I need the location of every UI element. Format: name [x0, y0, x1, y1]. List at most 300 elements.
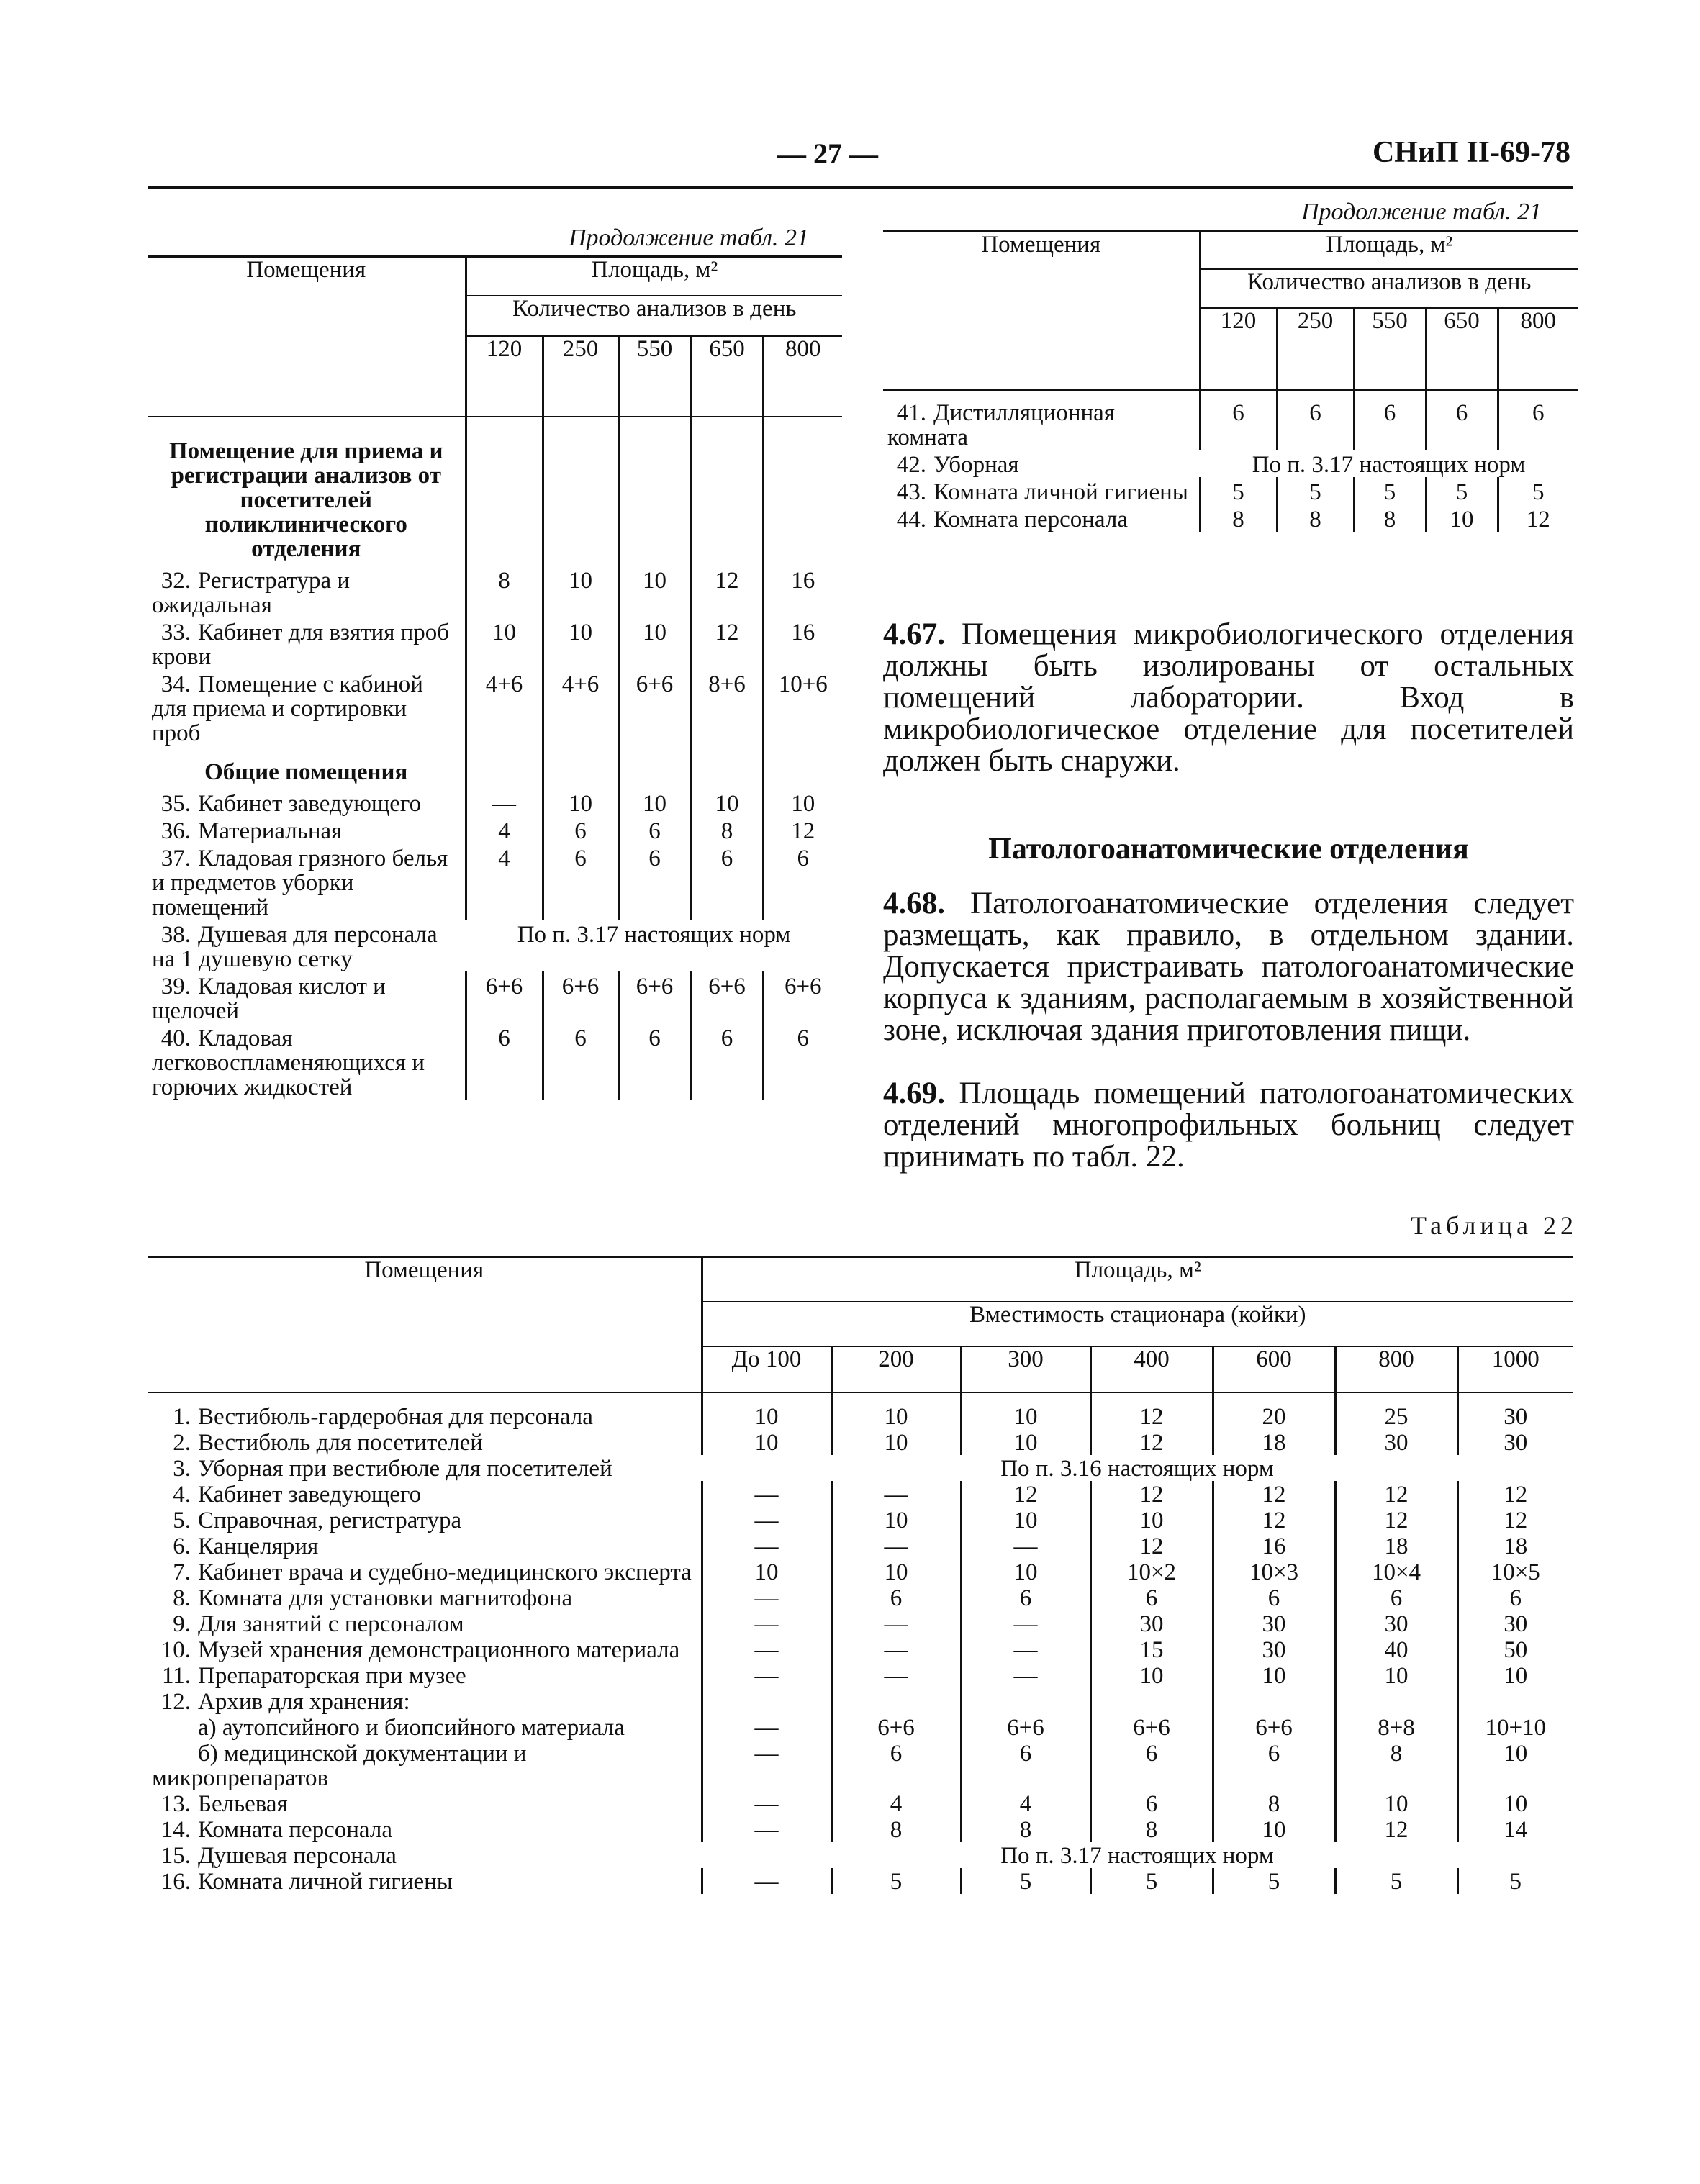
row-value: 4: [466, 816, 543, 843]
row-value: —: [702, 1868, 831, 1894]
row-value: —: [702, 1740, 831, 1790]
table-row: [883, 504, 1578, 532]
table-row: [148, 1714, 1573, 1740]
row-value: 6: [466, 1023, 543, 1100]
row-name: Бельевая: [198, 1791, 288, 1817]
row-name: Душевая для персонала на 1 душевую сетку: [152, 922, 438, 972]
row-value: —: [702, 1662, 831, 1688]
table-row: [148, 1636, 1573, 1662]
table-row: [148, 1790, 1573, 1816]
row-value: 6: [1213, 1740, 1335, 1790]
row-value: 6: [763, 1023, 842, 1100]
row-label: [148, 1455, 702, 1481]
row-value: 6: [1213, 1585, 1335, 1610]
row-value: —: [702, 1790, 831, 1816]
table-row: [148, 1023, 842, 1100]
row-label: [148, 566, 466, 617]
row-value: 12: [1090, 1533, 1213, 1559]
row-value: 12: [1498, 504, 1578, 532]
column-rule: [691, 417, 763, 566]
row-value: 12: [1457, 1481, 1573, 1507]
row-number: 8.: [173, 1585, 191, 1611]
row-value: 6: [618, 1023, 691, 1100]
row-name: Комната персонала: [198, 1817, 392, 1843]
section-title: Общие помещения: [204, 759, 408, 785]
row-number: 42.: [896, 452, 926, 478]
para-4-67-number: 4.67.: [883, 617, 945, 651]
row-name: Дистилляционная комната: [887, 400, 1115, 450]
t22-table: [148, 1256, 1573, 1894]
row-name: Музей хранения демонстрационного материала: [198, 1637, 680, 1663]
col-header-250: 250: [543, 336, 618, 417]
row-label: [148, 1662, 702, 1688]
row-label: [148, 1842, 702, 1868]
row-value: 6: [1335, 1585, 1457, 1610]
row-value: 12: [763, 816, 842, 843]
row-value: 8: [1354, 504, 1426, 532]
row-value: 6+6: [618, 669, 691, 746]
row-value: —: [831, 1636, 961, 1662]
row-number: 16.: [160, 1869, 191, 1895]
row-value: 6: [961, 1740, 1090, 1790]
row-value: 5: [1457, 1868, 1573, 1894]
table-row: [148, 1868, 1573, 1894]
col-header-800: 800: [763, 336, 842, 417]
column-rule: [466, 746, 543, 789]
row-value: 10: [1426, 504, 1498, 532]
row-value: [1090, 1688, 1213, 1714]
paragraph-4-67: [883, 619, 1574, 777]
row-number: 33.: [160, 620, 191, 645]
row-name: Препараторская при музее: [198, 1663, 466, 1689]
row-name: Архив для хранения:: [198, 1689, 410, 1715]
row-value: 12: [1090, 1481, 1213, 1507]
row-value: 10: [691, 789, 763, 816]
row-label: [883, 504, 1200, 532]
row-value: —: [702, 1610, 831, 1636]
row-value: 10: [1090, 1662, 1213, 1688]
row-value: 30: [1457, 1392, 1573, 1429]
section-row: [148, 417, 842, 566]
row-label: [883, 477, 1200, 504]
row-value: 16: [763, 617, 842, 669]
row-name: Кабинет для взятия проб крови: [152, 620, 450, 670]
row-label: [148, 617, 466, 669]
t21-left-continuation: Продолжение табл. 21: [569, 225, 810, 251]
row-name: Кабинет заведующего: [198, 1482, 422, 1508]
row-value: 4+6: [466, 669, 543, 746]
row-value: 6: [543, 816, 618, 843]
col-header-120: 120: [1200, 308, 1277, 390]
row-value: 8: [1090, 1816, 1213, 1842]
row-value: 10: [961, 1392, 1090, 1429]
row-label: [148, 1533, 702, 1559]
row-value: 10: [831, 1507, 961, 1533]
table-row: [883, 450, 1578, 477]
row-label: [148, 1507, 702, 1533]
row-number: 11.: [161, 1663, 191, 1689]
table22: [148, 1256, 1573, 1894]
row-value: 18: [1213, 1429, 1335, 1455]
row-value: —: [831, 1481, 961, 1507]
row-name: Кабинет заведующего: [198, 791, 422, 817]
column-rule: [763, 417, 842, 566]
row-value: 6: [1498, 390, 1578, 450]
table-row: [148, 1740, 1573, 1790]
row-label: [148, 669, 466, 746]
row-value: —: [961, 1610, 1090, 1636]
row-value: 10: [831, 1429, 961, 1455]
col-header-200: 200: [831, 1346, 961, 1392]
row-name: Материальная: [198, 818, 343, 844]
row-value: 6: [691, 843, 763, 920]
row-name: а) аутопсийного и биопсийного материала: [198, 1715, 625, 1741]
table-row: [148, 1842, 1573, 1868]
row-value: 5: [1213, 1868, 1335, 1894]
row-value: 10: [543, 566, 618, 617]
table-row: [148, 1559, 1573, 1585]
table-row: [148, 1429, 1573, 1455]
row-number: 2.: [173, 1430, 191, 1456]
row-value: —: [702, 1585, 831, 1610]
row-value: 12: [691, 617, 763, 669]
row-number: 15.: [160, 1843, 191, 1869]
table-row: [148, 1507, 1573, 1533]
document-code: СНиП II-69-78: [1372, 136, 1570, 169]
row-number: 1.: [173, 1404, 191, 1430]
row-name: Комната персонала: [933, 507, 1128, 533]
para-4-69-number: 4.69.: [883, 1077, 945, 1110]
row-value: 8: [466, 566, 543, 617]
row-name: Кладовая легковоспламеняющихся и горючих жидкостей: [152, 1025, 425, 1100]
row-value: [1335, 1688, 1457, 1714]
row-value: 6: [1457, 1585, 1573, 1610]
row-value: 8: [1213, 1790, 1335, 1816]
row-value: 6: [1277, 390, 1354, 450]
row-label: [148, 1610, 702, 1636]
table22-label: Таблица 22: [1411, 1211, 1578, 1240]
row-value: 6: [691, 1023, 763, 1100]
row-name: Для занятий с персоналом: [198, 1611, 464, 1637]
row-value: 30: [1213, 1610, 1335, 1636]
row-value: —: [831, 1662, 961, 1688]
col-header-250: 250: [1277, 308, 1354, 390]
row-value: 5: [1277, 477, 1354, 504]
row-value: 6: [1090, 1740, 1213, 1790]
row-value: 10: [1213, 1816, 1335, 1842]
col-header-120: 120: [466, 336, 543, 417]
row-value: 6: [831, 1585, 961, 1610]
row-value: 8+8: [1335, 1714, 1457, 1740]
row-value: 8: [831, 1816, 961, 1842]
row-value: 6: [618, 816, 691, 843]
table-row: [148, 617, 842, 669]
row-value: 6: [1200, 390, 1277, 450]
para-4-67-text: Помещения микробиологического отделения должны быть изолированы от остальных помещений лаборатории. Вход в микробиологическое отделение для посетителей должен быть снаружи.: [883, 617, 1574, 778]
page-number: — 27 —: [777, 137, 878, 170]
table-row: [148, 1392, 1573, 1429]
row-value: —: [702, 1507, 831, 1533]
row-value: —: [831, 1533, 961, 1559]
row-value: 6: [831, 1740, 961, 1790]
row-value: [961, 1688, 1090, 1714]
column-rule: [618, 746, 691, 789]
row-name: Комната личной гигиены: [198, 1869, 453, 1895]
para-4-69-text: Площадь помещений патологоанатомических отделений многопрофильных больниц следует принимать по табл. 22.: [883, 1077, 1574, 1174]
para-4-68-text: Патологоанатомические отделения следует размещать, как правило, в отдельном здании. Допускается пристраивать патологоанатомические корпуса к зданиям, располагаемым в хозяйственной зоне, исключая здания приготовления пищи.: [883, 887, 1574, 1047]
row-value: [831, 1688, 961, 1714]
row-value: 6: [763, 843, 842, 920]
t21l-col-room: Помещения: [148, 257, 466, 417]
row-name: Комната личной гигиены: [933, 479, 1188, 505]
table-row: [148, 566, 842, 617]
row-name: Душевая персонала: [198, 1843, 397, 1869]
row-value: 10: [961, 1507, 1090, 1533]
row-value: 8: [1335, 1740, 1457, 1790]
row-value: 6: [543, 843, 618, 920]
row-label: [148, 1585, 702, 1610]
row-value: 6: [961, 1585, 1090, 1610]
col-header-650: 650: [1426, 308, 1498, 390]
paragraph-4-69: [883, 1078, 1574, 1173]
column-rule: [543, 417, 618, 566]
row-value: 10×2: [1090, 1559, 1213, 1585]
row-value: 40: [1335, 1636, 1457, 1662]
t21-right-table: [883, 230, 1578, 532]
row-value: 5: [961, 1868, 1090, 1894]
row-label: [148, 971, 466, 1023]
row-value: —: [961, 1662, 1090, 1688]
t21r-col-room: Помещения: [883, 232, 1200, 391]
row-name: Вестибюль для посетителей: [198, 1430, 483, 1456]
row-value: 5: [1200, 477, 1277, 504]
row-label: [148, 1790, 702, 1816]
row-label: [883, 450, 1200, 477]
row-value: 30: [1335, 1429, 1457, 1455]
row-label: [148, 1392, 702, 1429]
row-label: [883, 390, 1200, 450]
row-value: 10: [618, 566, 691, 617]
row-number: 14.: [160, 1817, 191, 1843]
row-span-note: По п. 3.16 настоящих норм: [1000, 1456, 1274, 1482]
row-value: 4: [831, 1790, 961, 1816]
row-value: 6+6: [831, 1714, 961, 1740]
row-value: [702, 1688, 831, 1714]
row-value: 12: [961, 1481, 1090, 1507]
row-label: [148, 1636, 702, 1662]
col-header-400: 400: [1090, 1346, 1213, 1392]
row-label: [148, 1688, 702, 1714]
row-number: 34.: [160, 671, 191, 697]
row-value: 10: [1335, 1790, 1457, 1816]
row-value: 6+6: [618, 971, 691, 1023]
row-label: [148, 1023, 466, 1100]
row-number: 7.: [173, 1559, 191, 1585]
row-number: 37.: [160, 846, 191, 871]
row-value: 16: [1213, 1533, 1335, 1559]
row-value: 25: [1335, 1392, 1457, 1429]
row-value: 6: [1090, 1585, 1213, 1610]
table-row: [148, 971, 842, 1023]
row-value: 5: [1426, 477, 1498, 504]
row-value: 10: [763, 789, 842, 816]
table-row: [148, 1816, 1573, 1842]
row-number: 36.: [160, 818, 191, 844]
row-value: 10: [1457, 1790, 1573, 1816]
row-number: 40.: [160, 1025, 191, 1051]
row-value: 6: [618, 843, 691, 920]
row-name: Вестибюль-гардеробная для персонала: [198, 1404, 593, 1430]
row-value: —: [831, 1610, 961, 1636]
t21r-col-area: Площадь, м²: [1200, 232, 1578, 270]
row-value: 10×5: [1457, 1559, 1573, 1585]
column-rule: [543, 746, 618, 789]
row-label: [148, 1481, 702, 1507]
row-value: 10×3: [1213, 1559, 1335, 1585]
row-value: 6+6: [1213, 1714, 1335, 1740]
col-header-600: 600: [1213, 1346, 1335, 1392]
row-number: 38.: [160, 922, 191, 948]
col-header-800: 800: [1335, 1346, 1457, 1392]
row-label: [148, 1868, 702, 1894]
row-value: 15: [1090, 1636, 1213, 1662]
row-name: Комната для установки магнитофона: [198, 1585, 573, 1611]
row-value: 5: [1354, 477, 1426, 504]
row-name: Помещение с кабиной для приема и сортировки проб: [152, 671, 423, 746]
column-rule: [466, 417, 543, 566]
row-value: 16: [763, 566, 842, 617]
row-value: 10: [1090, 1507, 1213, 1533]
row-value: 12: [1213, 1507, 1335, 1533]
table-row: [148, 1688, 1573, 1714]
row-value: 10+10: [1457, 1714, 1573, 1740]
row-name: Уборная при вестибюле для посетителей: [198, 1456, 612, 1482]
row-number: 5.: [173, 1508, 191, 1533]
row-value: —: [702, 1816, 831, 1842]
row-value: 10: [831, 1392, 961, 1429]
row-name: Кладовая кислот и щелочей: [152, 974, 386, 1024]
row-value: 30: [1335, 1610, 1457, 1636]
row-span-note: По п. 3.17 настоящих норм: [1252, 452, 1526, 478]
row-name: Канцелярия: [198, 1533, 319, 1559]
row-value: 10: [702, 1429, 831, 1455]
col-header-300: 300: [961, 1346, 1090, 1392]
table21-right: [883, 230, 1578, 532]
row-value: 4: [466, 843, 543, 920]
row-value: 8: [1277, 504, 1354, 532]
row-value: 6+6: [466, 971, 543, 1023]
row-value: 10: [1457, 1740, 1573, 1790]
row-value: 5: [1335, 1868, 1457, 1894]
table-row: [883, 390, 1578, 450]
row-value: 10: [1335, 1662, 1457, 1688]
row-value: —: [702, 1636, 831, 1662]
col-header-800: 800: [1498, 308, 1578, 390]
row-value: 12: [1090, 1429, 1213, 1455]
row-value: 14: [1457, 1816, 1573, 1842]
row-number: 41.: [896, 400, 926, 426]
row-value: 30: [1457, 1610, 1573, 1636]
row-value: 4: [961, 1790, 1090, 1816]
row-value: 6+6: [1090, 1714, 1213, 1740]
row-label: [148, 1740, 702, 1790]
table-row: [148, 816, 842, 843]
row-value: 10: [1213, 1662, 1335, 1688]
col-header-550: 550: [1354, 308, 1426, 390]
row-value: 5: [1090, 1868, 1213, 1894]
row-label: [148, 843, 466, 920]
table-row: [148, 1610, 1573, 1636]
row-value: 6: [1354, 390, 1426, 450]
table-row: [148, 1481, 1573, 1507]
row-value: —: [466, 789, 543, 816]
paragraph-4-68: [883, 888, 1574, 1046]
row-value: 6+6: [763, 971, 842, 1023]
col-header-550: 550: [618, 336, 691, 417]
row-value: 12: [1090, 1392, 1213, 1429]
row-number: 35.: [160, 791, 191, 817]
row-value: 8: [691, 816, 763, 843]
row-value: 10: [831, 1559, 961, 1585]
t22-col-capacity: Вместимость стационара (койки): [702, 1302, 1573, 1346]
row-value: 6+6: [691, 971, 763, 1023]
row-value: 30: [1457, 1429, 1573, 1455]
row-label: [148, 1714, 702, 1740]
row-value: 18: [1335, 1533, 1457, 1559]
row-name: б) медицинской документации и микропрепаратов: [152, 1741, 527, 1791]
table-row: [148, 1662, 1573, 1688]
row-value: 30: [1213, 1636, 1335, 1662]
row-value: —: [961, 1636, 1090, 1662]
para-4-68-number: 4.68.: [883, 887, 945, 920]
row-name: Кладовая грязного белья и предметов уборки помещений: [152, 846, 448, 920]
row-number: 32.: [160, 568, 191, 594]
header-rule: [148, 186, 1573, 189]
row-number: 3.: [173, 1456, 191, 1482]
t21r-col-count: Количество анализов в день: [1200, 269, 1578, 308]
col-header-До100: До 100: [702, 1346, 831, 1392]
row-value: 10: [702, 1392, 831, 1429]
row-value: 10: [618, 617, 691, 669]
table-row: [148, 1533, 1573, 1559]
section-title: Патологоанатомические отделения: [988, 833, 1469, 866]
t21l-col-count: Количество анализов в день: [466, 296, 842, 336]
row-value: —: [702, 1481, 831, 1507]
table-row: [148, 1585, 1573, 1610]
row-value: 12: [1335, 1816, 1457, 1842]
row-number: 6.: [173, 1533, 191, 1559]
row-value: 30: [1090, 1610, 1213, 1636]
row-number: 44.: [896, 507, 926, 533]
row-label: [148, 1429, 702, 1455]
row-value: [1213, 1688, 1335, 1714]
row-label: [148, 920, 466, 971]
t22-col-area: Площадь, м²: [702, 1257, 1573, 1302]
row-value: 6+6: [961, 1714, 1090, 1740]
row-value: 10: [543, 617, 618, 669]
row-number: 9.: [173, 1611, 191, 1637]
row-value: 18: [1457, 1533, 1573, 1559]
table-row: [883, 477, 1578, 504]
table-row: [148, 1455, 1573, 1481]
t21l-col-area: Площадь, м²: [466, 257, 842, 296]
t22-col-room: Помещения: [148, 1257, 702, 1393]
row-value: 12: [1457, 1507, 1573, 1533]
row-label: [148, 1816, 702, 1842]
column-rule: [618, 417, 691, 566]
row-value: 10: [543, 789, 618, 816]
row-value: 50: [1457, 1636, 1573, 1662]
